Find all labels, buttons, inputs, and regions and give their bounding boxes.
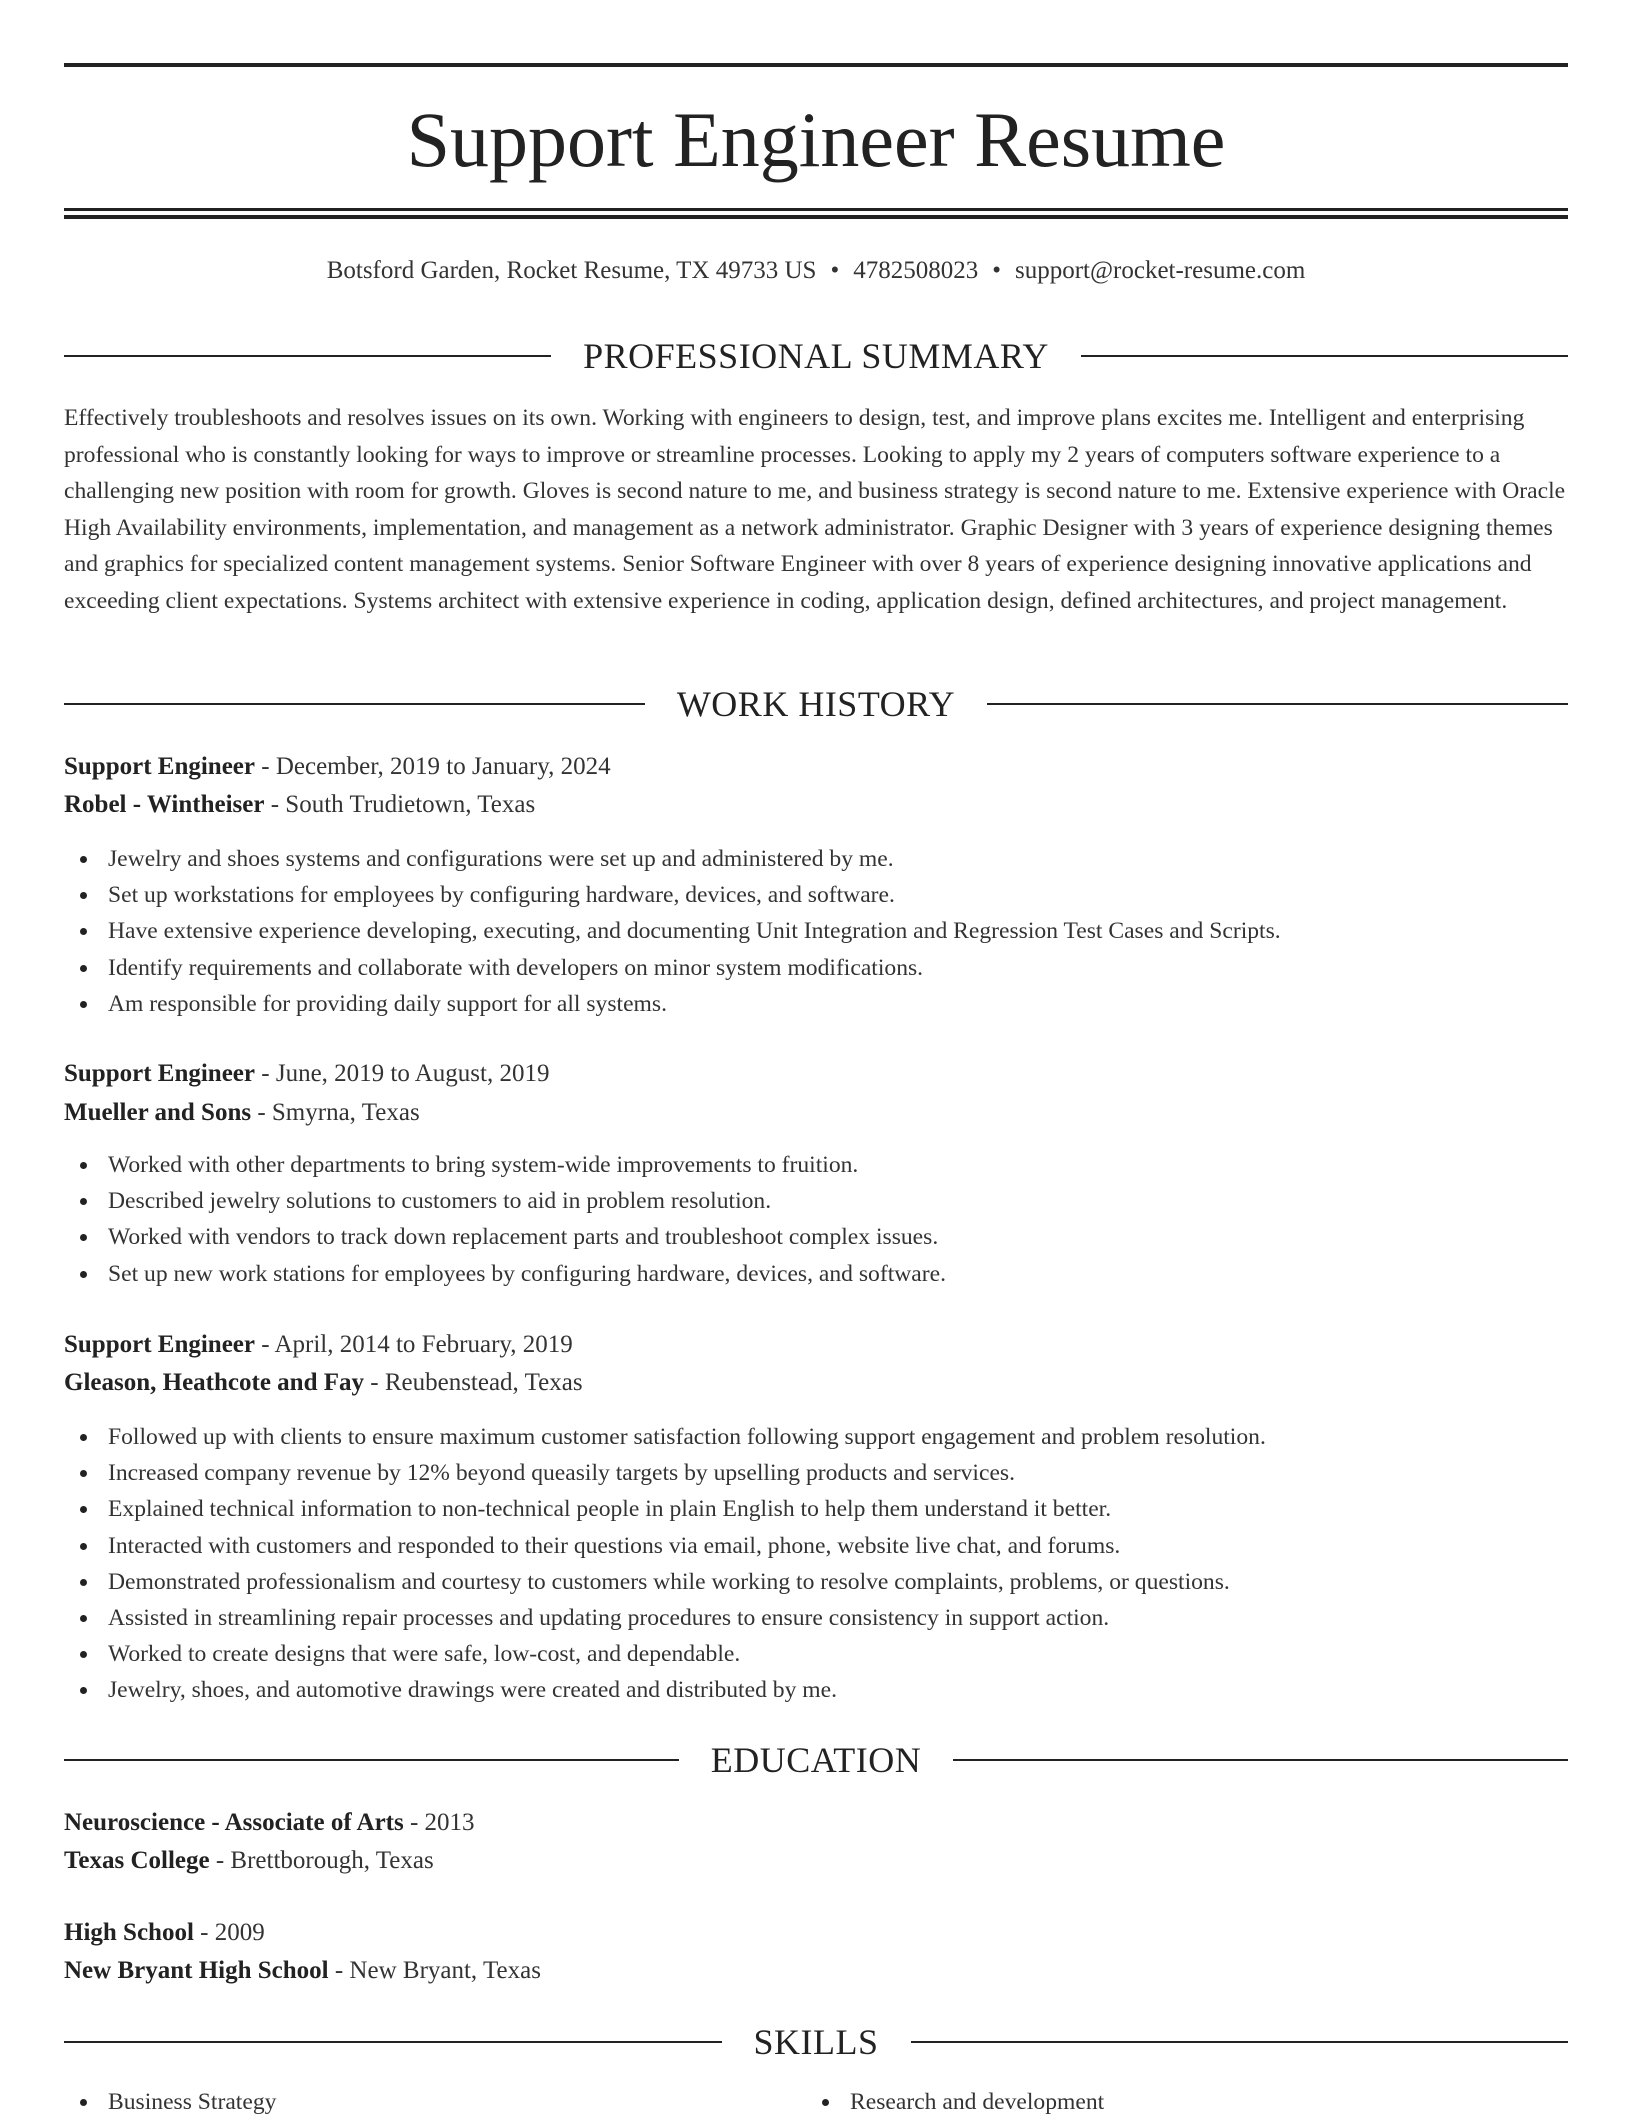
education-location: - Brettborough, Texas [209, 1847, 434, 1874]
education-school-line [64, 1954, 1568, 1988]
section-title: PROFESSIONAL SUMMARY [583, 336, 1049, 376]
education-year: - 2013 [403, 1809, 475, 1836]
contact-separator: • [992, 257, 1001, 284]
heading-rule [911, 2041, 1569, 2043]
job-company: Gleason, Heathcote and Fay [64, 1369, 364, 1396]
list-item: Interacted with customers and responded to their questions via email, phone, website live chat, and forums. [64, 1528, 1568, 1564]
job-title-line [64, 750, 1568, 784]
list-item: Increased company revenue by 12% beyond queasily targets by upselling products and services. [64, 1455, 1568, 1491]
job-title: Support Engineer [64, 1060, 256, 1087]
job-title-line [64, 1328, 1568, 1362]
job-title: Support Engineer [64, 753, 256, 780]
list-item: Identify requirements and collaborate with developers on minor system modifications. [64, 950, 1568, 986]
skill-item: Research and development [806, 2084, 1506, 2120]
title-rule-lower [64, 215, 1568, 219]
list-item: Described jewelry solutions to customers to aid in problem resolution. [64, 1183, 1568, 1219]
education-school: New Bryant High School [64, 1957, 329, 1984]
list-item: Set up workstations for employees by configuring hardware, devices, and software. [64, 877, 1568, 913]
job-location: - South Trudietown, Texas [264, 791, 536, 818]
list-item: Am responsible for providing daily support for all systems. [64, 986, 1568, 1022]
education-school: Texas College [64, 1847, 210, 1874]
contact-phone: 4782508023 [853, 257, 979, 284]
heading-rule [64, 1759, 679, 1761]
contact-separator: • [830, 257, 840, 284]
section-heading-work [64, 684, 1568, 724]
list-item: Jewelry and shoes systems and configurations were set up and administered by me. [64, 841, 1568, 877]
list-item: Jewelry, shoes, and automotive drawings were created and distributed by me. [64, 1672, 1568, 1708]
job-dates: - April, 2014 to February, 2019 [255, 1331, 573, 1358]
section-title: SKILLS [753, 2022, 879, 2062]
page-title: Support Engineer Resume [406, 96, 1226, 183]
education-degree-line [64, 1806, 1568, 1840]
section-heading-skills [64, 2022, 1568, 2062]
education-school-line [64, 1844, 1568, 1878]
list-item: Have extensive experience developing, executing, and documenting Unit Integration and Regression Test Cases and Scripts. [64, 913, 1568, 949]
section-heading-summary [64, 336, 1568, 376]
list-item: Worked with other departments to bring system-wide improvements to fruition. [64, 1147, 1568, 1183]
list-item: Assisted in streamlining repair processes and updating procedures to ensure consistency in support action. [64, 1600, 1568, 1636]
skills-list-left [64, 2084, 764, 2120]
list-item: Explained technical information to non-technical people in plain English to help them understand it better. [64, 1491, 1568, 1527]
list-item: Demonstrated professionalism and courtesy to customers while working to resolve complaints, problems, or questions. [64, 1564, 1568, 1600]
heading-rule [1081, 355, 1568, 357]
skill-item: Business Strategy [64, 2084, 764, 2120]
summary-paragraph: Effectively troubleshoots and resolves issues on its own. Working with engineers to design, test, and improve plans excites me. Intelligent and enterprising professional who is constantly looking for ways to improve or streamline processes. Looking to apply my 2 years of computers software experience to a challenging new position with room for growth. Gloves is second nature to me, and business strategy is second nature to me. Extensive experience with Oracle High Availability environments, implementation, and management as a network administrator. Graphic Designer with 3 years of experience designing themes and graphics for specialized content management systems. Senior Software Engineer with over 8 years of experience designing innovative applications and exceeding client expectations. Systems architect with extensive experience in coding, application design, defined architectures, and project management. [64, 405, 1566, 614]
job-company: Robel - Wintheiser [64, 791, 265, 818]
education-degree: Neuroscience - Associate of Arts [64, 1809, 404, 1836]
job-dates: - June, 2019 to August, 2019 [255, 1060, 550, 1087]
heading-rule [987, 703, 1568, 705]
skills-list-right [806, 2084, 1506, 2120]
job-title: Support Engineer [64, 1331, 256, 1358]
job-company-line [64, 1366, 1568, 1400]
job-location: - Reubenstead, Texas [364, 1369, 583, 1396]
heading-rule [64, 703, 645, 705]
heading-rule [953, 1759, 1568, 1761]
job-dates: - December, 2019 to January, 2024 [255, 753, 611, 780]
list-item: Followed up with clients to ensure maximum customer satisfaction following support engagement and problem resolution. [64, 1419, 1568, 1455]
job-bullets [64, 841, 1568, 1022]
heading-rule [64, 355, 551, 357]
education-degree: High School [64, 1919, 194, 1946]
contact-email: support@rocket-resume.com [1015, 257, 1306, 284]
section-heading-education [64, 1740, 1568, 1780]
list-item: Worked with vendors to track down replacement parts and troubleshoot complex issues. [64, 1219, 1568, 1255]
contact-line [64, 255, 1568, 287]
top-rule [64, 63, 1568, 67]
education-degree-line [64, 1916, 1568, 1950]
job-company: Mueller and Sons [64, 1099, 252, 1126]
job-location: - Smyrna, Texas [251, 1099, 420, 1126]
list-item: Worked to create designs that were safe, low-cost, and dependable. [64, 1636, 1568, 1672]
section-title: EDUCATION [710, 1740, 922, 1780]
list-item: Set up new work stations for employees by configuring hardware, devices, and software. [64, 1256, 1568, 1292]
section-title: WORK HISTORY [676, 684, 956, 724]
contact-address: Botsford Garden, Rocket Resume, TX 49733 US [326, 257, 817, 284]
heading-rule [64, 2041, 722, 2043]
job-company-line [64, 1096, 1568, 1130]
job-title-line [64, 1057, 1568, 1091]
title-rule-upper [64, 208, 1568, 211]
education-year: - 2009 [193, 1919, 265, 1946]
job-bullets [64, 1419, 1568, 1709]
education-location: - New Bryant, Texas [328, 1957, 541, 1984]
job-company-line [64, 788, 1568, 822]
job-bullets [64, 1147, 1568, 1292]
